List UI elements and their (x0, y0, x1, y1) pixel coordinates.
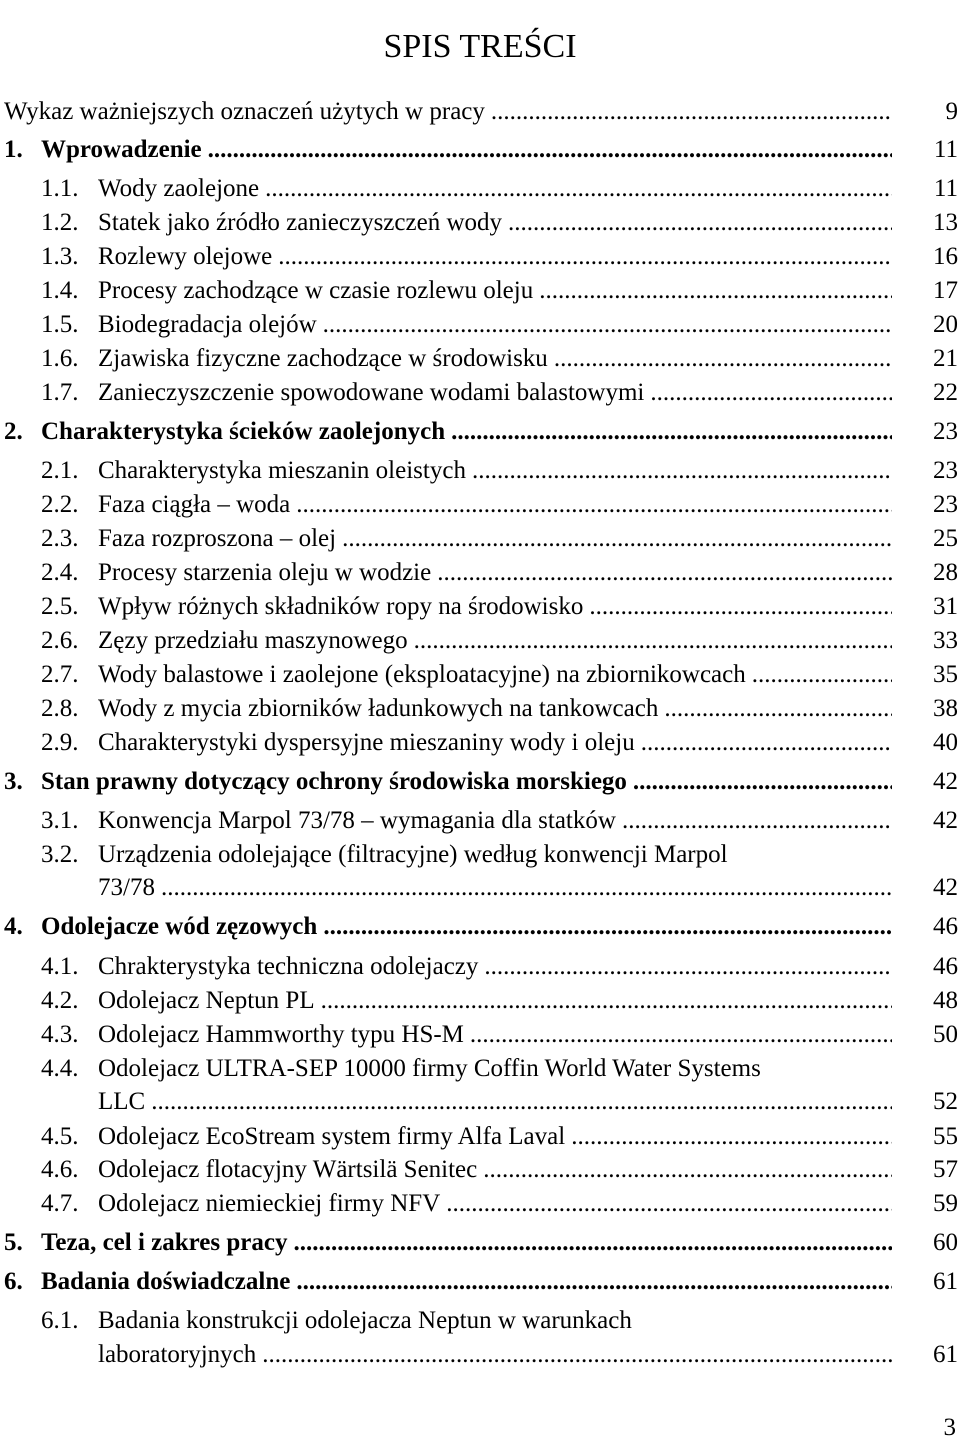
toc-entry-title: Statek jako źródło zanieczyszczeń wody (98, 209, 502, 236)
toc-entry-title-wrap (98, 1305, 892, 1337)
toc-entry (0, 1019, 960, 1051)
toc-entry (0, 805, 960, 837)
toc-entry-number: 2.6. (41, 627, 79, 654)
toc-entry-page: 11 (933, 175, 958, 202)
toc-leader-dots (664, 693, 892, 725)
toc-entry-title-wrap (98, 727, 892, 759)
toc-entry-title-wrap (98, 805, 892, 837)
toc-entry (0, 1154, 960, 1186)
toc-leader-dots (539, 275, 892, 307)
toc-entry (0, 1305, 960, 1337)
toc-entry (0, 1053, 960, 1085)
toc-entry (0, 309, 960, 341)
toc-entry-title: Badania doświadczalne (41, 1268, 291, 1295)
toc-leader-dots (321, 985, 892, 1017)
toc-entry-title-wrap (98, 207, 892, 239)
toc-entry (0, 173, 960, 205)
toc-entry-title: Charakterystyka mieszanin oleistych (98, 457, 466, 484)
toc-entry-title-wrap (98, 523, 892, 555)
toc-entry-page: 20 (933, 311, 958, 338)
toc-entry-number: 2.4. (41, 559, 79, 586)
toc-entry-title-wrap (98, 489, 892, 521)
toc-entry (0, 489, 960, 521)
toc-entry-title: Wpływ różnych składników ropy na środowisko (98, 593, 584, 620)
toc-entry (0, 275, 960, 307)
toc-entry-page: 46 (933, 953, 958, 980)
toc-leader-dots (414, 625, 892, 657)
toc-entry-page: 9 (945, 98, 958, 125)
toc-leader-dots (262, 1339, 892, 1371)
toc-entry-title-wrap (98, 659, 892, 691)
toc-entry-title: Odolejacz Neptun PL (98, 987, 315, 1014)
toc-entry-number: 4. (4, 913, 23, 940)
toc-leader-dots (470, 1019, 892, 1051)
toc-entry-page: 46 (933, 913, 958, 940)
toc-entry-page: 28 (933, 559, 958, 586)
toc-entry-title-wrap (98, 985, 892, 1017)
toc-entry-title: Biodegradacja olejów (98, 311, 317, 338)
toc-leader-dots (208, 134, 892, 166)
toc-entry-title-wrap (98, 693, 892, 725)
toc-entry (0, 557, 960, 589)
toc-entry-page: 42 (933, 768, 958, 795)
toc-entry-page: 21 (933, 345, 958, 372)
toc-entry-title: Odolejacz niemieckiej firmy NFV (98, 1190, 441, 1217)
toc-leader-dots (437, 557, 892, 589)
toc-entry-title-wrap (98, 173, 892, 205)
toc-leader-dots (446, 1188, 892, 1220)
toc-entry-number: 3.1. (41, 807, 79, 834)
toc-entry-title: Urządzenia odolejające (filtracyjne) według konwencji Marpol (98, 841, 728, 868)
toc-entry-page: 42 (933, 874, 958, 901)
toc-leader-dots (278, 241, 892, 273)
toc-entry-number: 2. (4, 418, 23, 445)
toc-entry-title: Wody zaolejone (98, 175, 260, 202)
toc-entry-title: Wprowadzenie (41, 136, 202, 163)
toc-entry-page: 48 (933, 987, 958, 1014)
toc-entry (0, 96, 960, 128)
toc-entry (0, 985, 960, 1017)
toc-entry (0, 1086, 960, 1118)
toc-entry-page: 23 (933, 457, 958, 484)
toc-leader-dots (622, 805, 892, 837)
toc-entry-title: Zanieczyszczenie spowodowane wodami balastowymi (98, 379, 645, 406)
toc-entry-number: 2.8. (41, 695, 79, 722)
toc-entry-number: 4.7. (41, 1190, 79, 1217)
toc-leader-dots (491, 96, 892, 128)
toc-entry-title: Rozlewy olejowe (98, 243, 273, 270)
toc-entry-number: 1. (4, 136, 23, 163)
toc-leader-dots (161, 872, 892, 904)
toc-entry-title-wrap (98, 839, 892, 871)
toc-entry-title-wrap (98, 1019, 892, 1051)
toc-entry-page: 38 (933, 695, 958, 722)
toc-entry-number: 6.1. (41, 1307, 79, 1334)
toc-entry (0, 659, 960, 691)
toc-leader-dots (650, 377, 892, 409)
toc-entry (0, 1188, 960, 1220)
toc-leader-dots (296, 489, 892, 521)
toc-entry-number: 2.5. (41, 593, 79, 620)
toc-entry-title-wrap (98, 1121, 892, 1153)
toc-entry-number: 6. (4, 1268, 23, 1295)
toc-entry-page: 33 (933, 627, 958, 654)
toc-entry-title: Faza ciągła – woda (98, 491, 291, 518)
toc-leader-dots (554, 343, 892, 375)
toc-entry-page: 50 (933, 1021, 958, 1048)
toc-entry-title: Zjawiska fizyczne zachodzące w środowisku (98, 345, 548, 372)
toc-leader-dots (483, 1154, 892, 1186)
toc-entry-title-wrap (98, 1188, 892, 1220)
toc-entry-title: Procesy zachodzące w czasie rozlewu oleju (98, 277, 534, 304)
toc-entry-title-wrap (98, 1339, 892, 1371)
toc-entry-title: Odolejacze wód zęzowych (41, 913, 318, 940)
toc-entry-page: 23 (933, 491, 958, 518)
toc-entry-page: 23 (933, 418, 958, 445)
toc-entry-page: 40 (933, 729, 958, 756)
toc-entry-title-wrap (98, 275, 892, 307)
toc-entry-number: 4.3. (41, 1021, 79, 1048)
toc-entry-page: 57 (933, 1156, 958, 1183)
toc-entry-title: Stan prawny dotyczący ochrony środowiska morskiego (41, 768, 627, 795)
toc-entry (0, 727, 960, 759)
toc-leader-dots (265, 173, 892, 205)
toc-entry (0, 693, 960, 725)
toc-entry-number: 4.6. (41, 1156, 79, 1183)
toc-entry-title-wrap (98, 625, 892, 657)
toc-entry-number: 5. (4, 1229, 23, 1256)
toc-entry-number: 1.6. (41, 345, 79, 372)
toc-entry-title-wrap (98, 591, 892, 623)
toc-entry-number: 1.4. (41, 277, 79, 304)
toc-entry (0, 377, 960, 409)
toc-entry-page: 16 (933, 243, 958, 270)
toc-entry (0, 241, 960, 273)
toc-entry-number: 2.2. (41, 491, 79, 518)
toc-entry (0, 591, 960, 623)
toc-entry-title-wrap (98, 455, 892, 487)
toc-entry-page: 35 (933, 661, 958, 688)
toc-entry-number: 2.1. (41, 457, 79, 484)
toc-entry (0, 872, 960, 904)
toc-entry-number: 1.3. (41, 243, 79, 270)
toc-entry-number: 1.7. (41, 379, 79, 406)
toc-entry-title: Teza, cel i zakres pracy (41, 1229, 288, 1256)
toc-entry (0, 1227, 960, 1259)
toc-entry-title: LLC (98, 1088, 146, 1115)
toc-entry-title-wrap (98, 343, 892, 375)
toc-entry (0, 1339, 960, 1371)
toc-leader-dots (323, 309, 892, 341)
toc-leader-dots (323, 911, 892, 943)
toc-entry-title-wrap (98, 241, 892, 273)
toc-entry-title: Odolejacz Hammworthy typu HS-M (98, 1021, 464, 1048)
toc-leader-dots (484, 951, 892, 983)
toc-entry-title-wrap (98, 1154, 892, 1186)
toc-entry-title-wrap (98, 872, 892, 904)
toc-entry-title: Konwencja Marpol 73/78 – wymagania dla statków (98, 807, 616, 834)
toc-entry-number: 4.4. (41, 1055, 79, 1082)
toc-leader-dots (633, 766, 892, 798)
toc-leader-dots (296, 1266, 892, 1298)
toc-leader-dots (508, 207, 892, 239)
toc-entry-number: 2.9. (41, 729, 79, 756)
toc-entry-page: 61 (933, 1268, 958, 1295)
toc-entry-title-wrap (98, 1053, 892, 1085)
page-number: 3 (943, 1414, 956, 1441)
toc-entry (0, 911, 960, 943)
toc-entry-title: Wody z mycia zbiorników ładunkowych na tankowcach (98, 695, 659, 722)
toc-entry-page: 61 (933, 1341, 958, 1368)
toc-entry (0, 1121, 960, 1153)
toc-entry-title-wrap (41, 766, 892, 798)
toc-entry-page: 55 (933, 1123, 958, 1150)
toc-entry-title-wrap (41, 416, 892, 448)
toc-entry (0, 625, 960, 657)
toc-entry-title: Badania konstrukcji odolejacza Neptun w warunkach (98, 1307, 632, 1334)
toc-entry-page: 17 (933, 277, 958, 304)
toc-entry-title-wrap (98, 951, 892, 983)
toc-entry-title: Wody balastowe i zaolejone (eksploatacyjne) na zbiornikowcach (98, 661, 746, 688)
toc-entry (0, 1266, 960, 1298)
toc-entry-title: Procesy starzenia oleju w wodzie (98, 559, 432, 586)
toc-entry-title-wrap (4, 96, 892, 128)
toc-entry-number: 1.1. (41, 175, 79, 202)
toc-entry-title: Charakterystyka ścieków zaolejonych (41, 418, 446, 445)
toc-entry (0, 207, 960, 239)
toc-entry-number: 3. (4, 768, 23, 795)
toc-entry-title-wrap (98, 1086, 892, 1118)
toc-entry-number: 4.5. (41, 1123, 79, 1150)
toc-entry-title-wrap (98, 557, 892, 589)
toc-entry (0, 951, 960, 983)
toc-leader-dots (571, 1121, 892, 1153)
toc-entry (0, 134, 960, 166)
toc-entry-page: 13 (933, 209, 958, 236)
toc-entry-page: 22 (933, 379, 958, 406)
toc-entry-title-wrap (98, 309, 892, 341)
toc-entry-title: Odolejacz flotacyjny Wärtsilä Senitec (98, 1156, 478, 1183)
toc-entry-page: 42 (933, 807, 958, 834)
toc-entry-title: Odolejacz ULTRA-SEP 10000 firmy Coffin World Water Systems (98, 1055, 761, 1082)
toc-entry-title: Chrakterystyka techniczna odolejaczy (98, 953, 479, 980)
toc-entry-page: 25 (933, 525, 958, 552)
page-title: SPIS TREŚCI (383, 27, 577, 65)
toc-entry-title: laboratoryjnych (98, 1341, 257, 1368)
toc-entry-title-wrap (41, 1266, 892, 1298)
toc-entry-page: 11 (933, 136, 958, 163)
toc-entry-title-wrap (98, 377, 892, 409)
toc-entry-title: Charakterystyki dyspersyjne mieszaniny wody i oleju (98, 729, 635, 756)
toc-entry-title-wrap (41, 134, 892, 166)
toc-entry-title-wrap (41, 1227, 892, 1259)
toc-entry (0, 523, 960, 555)
toc-leader-dots (641, 727, 892, 759)
toc-leader-dots (293, 1227, 892, 1259)
toc-entry (0, 343, 960, 375)
toc-entry-number: 4.2. (41, 987, 79, 1014)
toc-entry-page: 59 (933, 1190, 958, 1217)
toc-entry (0, 839, 960, 871)
toc-entry-title: Wykaz ważniejszych oznaczeń użytych w pracy (4, 98, 485, 125)
toc-entry-number: 4.1. (41, 953, 79, 980)
toc-entry-title: Zęzy przedziału maszynowego (98, 627, 408, 654)
toc-entry (0, 766, 960, 798)
toc-entry (0, 416, 960, 448)
toc-entry-number: 3.2. (41, 841, 79, 868)
toc-entry-title: 73/78 (98, 874, 155, 901)
toc-entry-page: 31 (933, 593, 958, 620)
toc-entry-page: 52 (933, 1088, 958, 1115)
toc-entry-title-wrap (41, 911, 892, 943)
toc-entry-number: 2.7. (41, 661, 79, 688)
toc-leader-dots (342, 523, 892, 555)
toc-entry-number: 2.3. (41, 525, 79, 552)
toc-entry-number: 1.5. (41, 311, 79, 338)
toc-entry-page: 60 (933, 1229, 958, 1256)
toc-leader-dots (472, 455, 892, 487)
toc-leader-dots (151, 1086, 892, 1118)
toc-entry-title: Faza rozproszona – olej (98, 525, 337, 552)
toc-entry-number: 1.2. (41, 209, 79, 236)
toc-leader-dots (752, 659, 892, 691)
toc-entry (0, 455, 960, 487)
toc-leader-dots (589, 591, 892, 623)
toc-leader-dots (451, 416, 892, 448)
toc-entry-title: Odolejacz EcoStream system firmy Alfa Laval (98, 1123, 566, 1150)
